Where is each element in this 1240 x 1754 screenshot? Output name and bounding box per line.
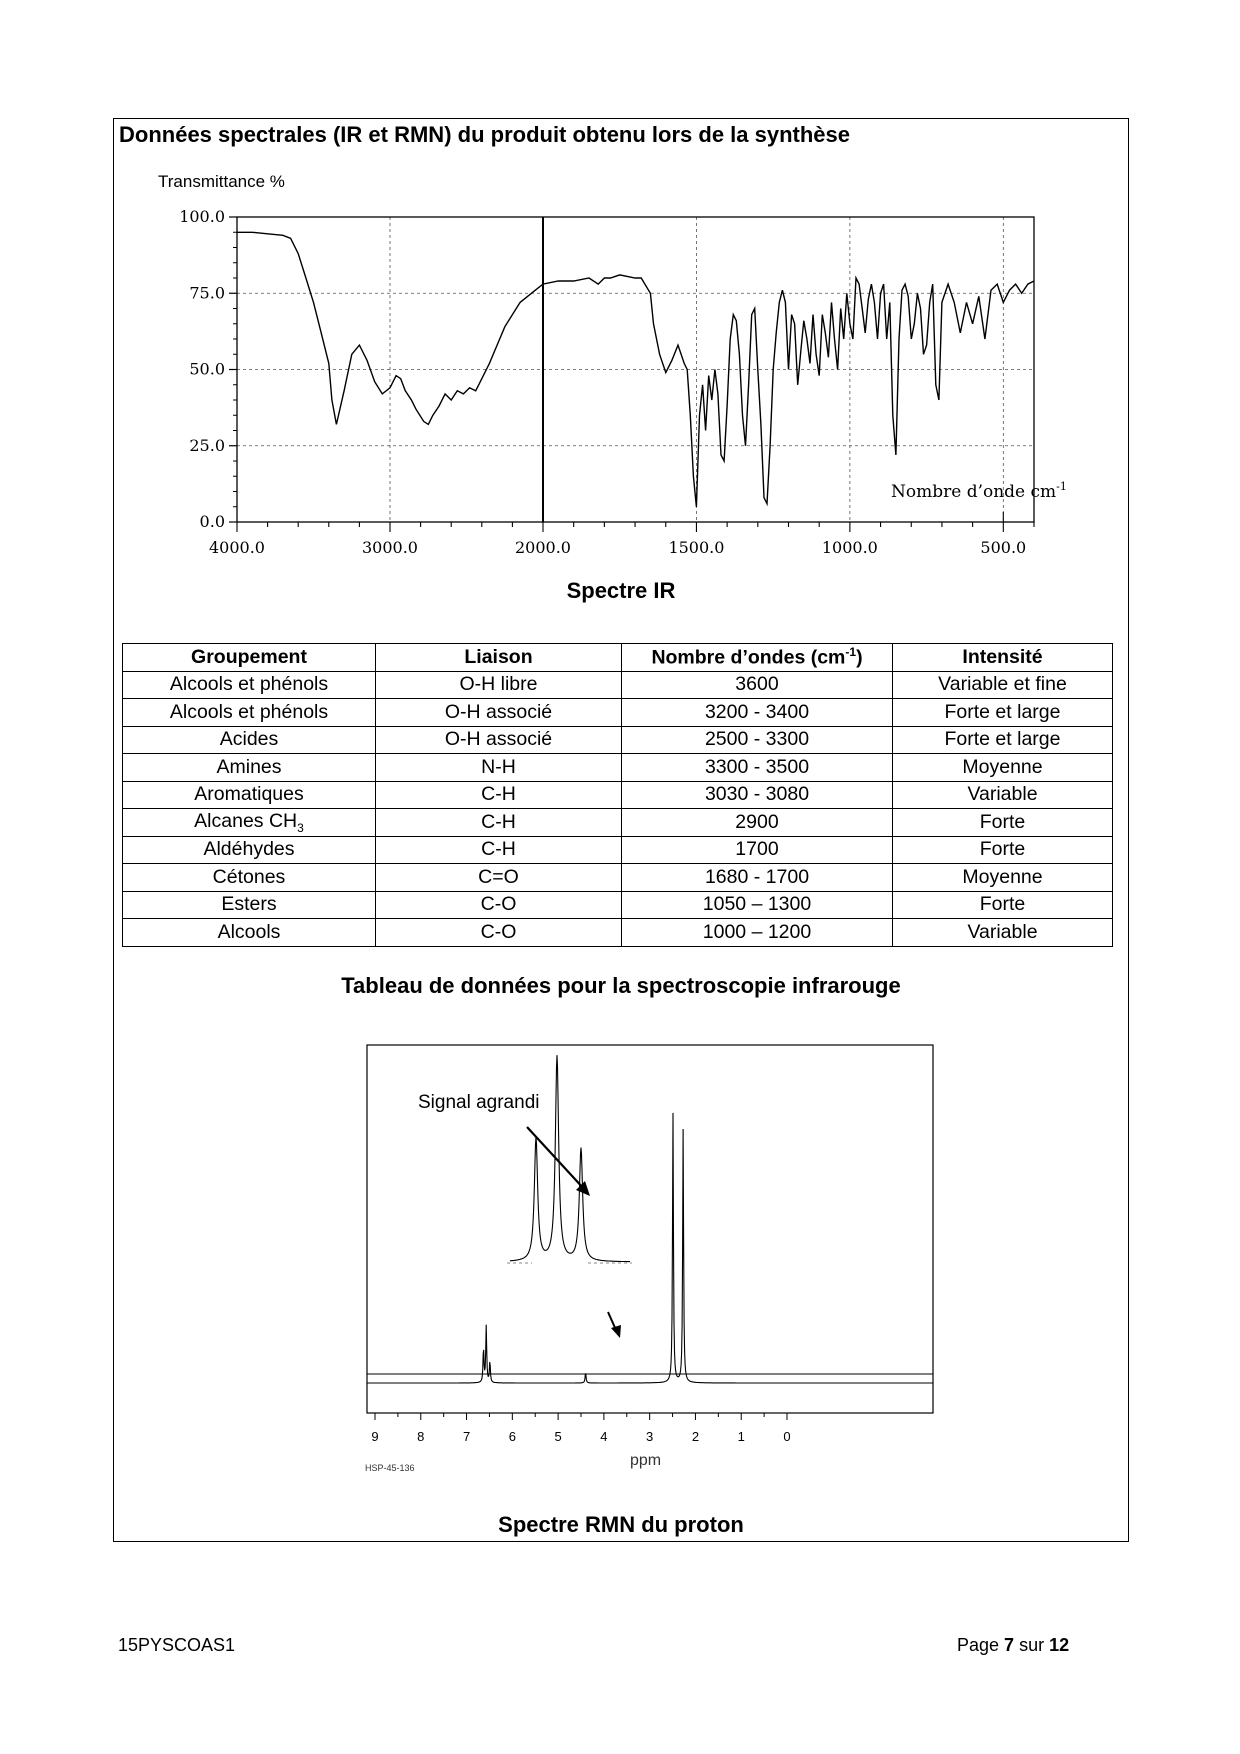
header-nombre-ondes: Nombre d’ondes $(cm^{-1})$ xyxy=(622,644,893,672)
ir-x-tick-label: 1500.0 xyxy=(668,538,725,557)
ir-caption: Spectre IR xyxy=(566,578,676,603)
table-cell: 1000 – 1200 xyxy=(622,919,893,947)
table-row xyxy=(123,671,1113,699)
ir-x-tick-label: 4000.0 xyxy=(209,538,265,557)
table-cell: Esters xyxy=(123,891,376,919)
table-cell: C-H xyxy=(376,781,622,809)
table-row xyxy=(123,809,1113,837)
ir-y-tick-label: 25.0 xyxy=(189,435,225,455)
table-cell: 1680 - 1700 xyxy=(622,864,893,892)
ir-x-axis-title: Nombre d’onde $cm^{-1}$ xyxy=(891,480,1067,502)
ir-y-tick-label: 75.0 xyxy=(189,283,225,303)
ir-y-tick-labels xyxy=(179,207,225,531)
header-intensite: Intensité xyxy=(893,644,1113,672)
nmr-x-tick-labels xyxy=(371,1429,790,1444)
table-cell: C-O xyxy=(376,891,622,919)
nmr-inset-triplet xyxy=(510,1055,630,1262)
table-cell: Forte xyxy=(893,891,1113,919)
table-cell: 3200 - 3400 xyxy=(622,699,893,727)
nmr-x-tick-label: 6 xyxy=(508,1429,516,1444)
nmr-x-tick-label: 9 xyxy=(371,1429,379,1444)
table-row xyxy=(123,919,1113,947)
ir-x-tick-label: 2000.0 xyxy=(515,538,571,557)
nmr-x-tick-label: 0 xyxy=(783,1429,791,1444)
table-cell: Forte et large xyxy=(893,699,1113,727)
section-title: Données spectrales (IR et RMN) du produit obtenu lors de la synthèse xyxy=(119,122,851,147)
table-cell: O-H associé xyxy=(376,726,622,754)
ir-x-tick-label: 500.0 xyxy=(980,538,1027,557)
table-cell: Alcools et phénols xyxy=(123,699,376,727)
table-cell: O-H libre xyxy=(376,671,622,699)
nmr-x-axis-title: ppm xyxy=(630,1452,662,1469)
table-cell: C-H xyxy=(376,836,622,864)
table-row xyxy=(123,726,1113,754)
table-cell: 1050 – 1300 xyxy=(622,891,893,919)
table-cell: N-H xyxy=(376,754,622,782)
ir-x-tick-label: 1000.0 xyxy=(821,538,878,557)
table-cell: Alcools xyxy=(123,919,376,947)
nmr-x-tick-label: 3 xyxy=(646,1429,654,1444)
table-cell: Aromatiques xyxy=(123,781,376,809)
table-header-row xyxy=(123,644,1113,672)
table-cell: C-H xyxy=(376,809,622,837)
footer-page-number: Page 7 sur 12 xyxy=(957,1635,1070,1655)
table-cell: O-H associé xyxy=(376,699,622,727)
table-cell: 3300 - 3500 xyxy=(622,754,893,782)
nmr-arrow-to-signal xyxy=(608,1312,621,1338)
nmr-code-label: HSP-45-136 xyxy=(365,1463,415,1473)
table-row xyxy=(123,699,1113,727)
nmr-x-tick-label: 4 xyxy=(600,1429,608,1444)
table-cell: Moyenne xyxy=(893,754,1113,782)
nmr-x-tick-label: 7 xyxy=(462,1429,471,1444)
table-cell: 2500 - 3300 xyxy=(622,726,893,754)
nmr-ticks xyxy=(367,1378,933,1420)
table-caption: Tableau de données pour la spectroscopie infrarouge xyxy=(341,973,901,998)
ir-y-axis-title: Transmittance % xyxy=(158,172,285,191)
ir-spectrum-chart xyxy=(140,165,1090,565)
ir-y-tick-label: 0.0 xyxy=(199,512,225,531)
ir-x-tick-label: 3000.0 xyxy=(362,538,418,557)
nmr-spectrum-chart xyxy=(360,1040,940,1480)
table-cell: Alcanes $CH_3$ xyxy=(123,809,376,837)
footer-code: 15PYSCOAS1 xyxy=(118,1635,236,1655)
table-cell: C=O xyxy=(376,864,622,892)
nmr-caption: Spectre RMN du proton xyxy=(498,1512,744,1537)
ir-y-tick-label: 100.0 xyxy=(179,207,225,226)
nmr-x-tick-label: 8 xyxy=(417,1429,425,1444)
table-cell: 2900 xyxy=(622,809,893,837)
table-cell: 1700 xyxy=(622,836,893,864)
table-row xyxy=(123,864,1113,892)
table-cell: C-O xyxy=(376,919,622,947)
table-cell: Moyenne xyxy=(893,864,1113,892)
ir-data-table xyxy=(122,643,1113,947)
nmr-x-tick-label: 5 xyxy=(554,1429,562,1444)
header-groupement: Groupement xyxy=(123,644,376,672)
table-cell: Variable xyxy=(893,919,1113,947)
header-liaison: Liaison xyxy=(376,644,622,672)
nmr-spectrum-curve xyxy=(367,1113,933,1383)
table-cell: 3600 xyxy=(622,671,893,699)
ir-x-tick-labels xyxy=(209,538,1026,557)
table-cell: Forte xyxy=(893,836,1113,864)
table-cell: Variable xyxy=(893,781,1113,809)
nmr-x-tick-label: 1 xyxy=(737,1429,745,1444)
table-cell: Forte et large xyxy=(893,726,1113,754)
table-row xyxy=(123,754,1113,782)
table-row xyxy=(123,781,1113,809)
ir-y-tick-label: 50.0 xyxy=(189,359,225,379)
table-cell: Variable et fine xyxy=(893,671,1113,699)
table-cell: Forte xyxy=(893,809,1113,837)
table-cell: Aldéhydes xyxy=(123,836,376,864)
table-cell: Acides xyxy=(123,726,376,754)
ir-grid xyxy=(237,217,1034,522)
nmr-x-tick-label: 2 xyxy=(691,1429,700,1444)
table-cell: Amines xyxy=(123,754,376,782)
table-cell: Alcools et phénols xyxy=(123,671,376,699)
table-cell: Cétones xyxy=(123,864,376,892)
nmr-annotation: Signal agrandi xyxy=(418,1092,540,1113)
table-row xyxy=(123,891,1113,919)
table-cell: 3030 - 3080 xyxy=(622,781,893,809)
table-row xyxy=(123,836,1113,864)
